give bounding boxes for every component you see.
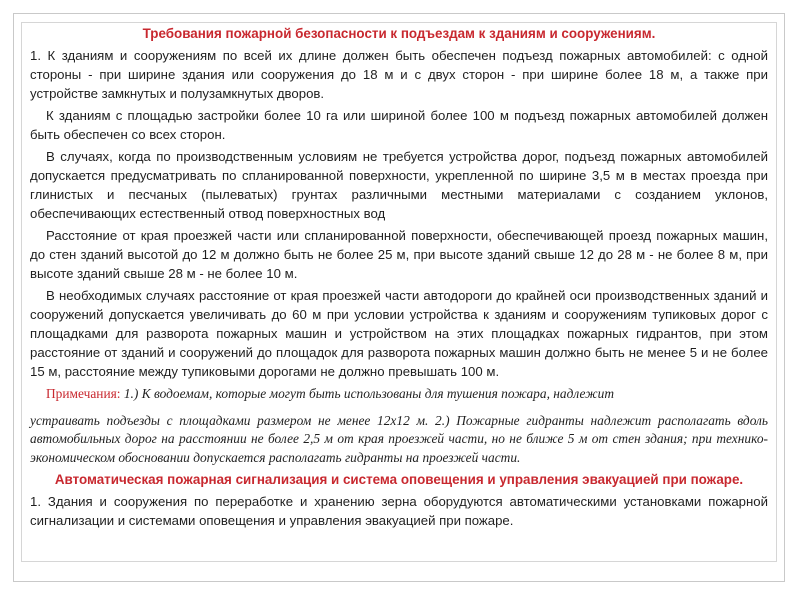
paragraph-1: 1. К зданиям и сооружениям по всей их длине должен быть обеспечен подъезд пожарных автомобилей: с одной стороны - при ширине здания или сооружения до 18 м и с двух сторон - при ширине более 18 м, а также при устройстве замкнутых и полузамкнутых дворов. — [30, 48, 768, 101]
paragraph-3: В случаях, когда по производственным условиям не требуется устройства дорог, подъезд пожарных автомобилей допускается предусматривать по спланированной поверхности, укрепленной по ширине 3,5 м в местах проезда при глинистых и песчаных (пылеватых) грунтах различными местными материалами с созданием уклонов, обеспечивающих естественный отвод поверхностных вод — [30, 149, 768, 221]
paragraph-2: К зданиям с площадью застройки более 10 га или шириной более 100 м подъезд пожарных автомобилей должен быть обеспечен со всех сторон. — [30, 108, 768, 142]
note-label: Примечания: — [46, 386, 121, 401]
section-heading-fire-alarm: Автоматическая пожарная сигнализация и система оповещения и управления эвакуацией при пожаре. — [54, 472, 744, 487]
note-first-line — [30, 385, 768, 404]
paragraph-6: 1. Здания и сооружения по переработке и хранению зерна оборудуются автоматическими установками пожарной сигнализации и системами оповещения и управления эвакуацией при пожаре. — [30, 494, 768, 528]
note-body: устраивать подъезды с площадками размером не менее 12х12 м. 2.) Пожарные гидранты надлежит располагать вдоль автомобильных дорог на расстоянии не более 2,5 м от края проезжей части, но не ближе 5 м от стен здания; при технико-экономическом обосновании допускается располагать гидранты на проезжей части. — [30, 412, 768, 465]
content-box — [21, 22, 777, 562]
paragraph-5: В необходимых случаях расстояние от края проезжей части автодороги до крайней оси производственных зданий и сооружений допускается увеличивать до 60 м при условии устройства к зданиям и сооружениям тупиковых дорог с площадками для разворота пожарных машин и устройством на этих площадках пожарных гидрантов, при этом расстояние от зданий и сооружений до площадок для разворота пожарных машин должно быть не менее 5 и не более 15 м, расстояние между тупиковыми дорогами не должно превышать 100 м. — [30, 288, 768, 379]
paragraph-4: Расстояние от края проезжей части или спланированной поверхности, обеспечивающей проезд пожарных машин, до стен зданий высотой до 12 м должно быть не более 25 м, при высоте зданий свыше 12 до 28 м - не более 8 м, при высоте зданий свыше 28 м - не более 10 м. — [30, 228, 768, 281]
slide-frame — [13, 13, 785, 582]
note-first-text: 1.) К водоемам, которые могут быть использованы для тушения пожара, надлежит — [120, 386, 614, 401]
section-heading-access-roads: Требования пожарной безопасности к подъездам к зданиям и сооружениям. — [142, 26, 656, 41]
